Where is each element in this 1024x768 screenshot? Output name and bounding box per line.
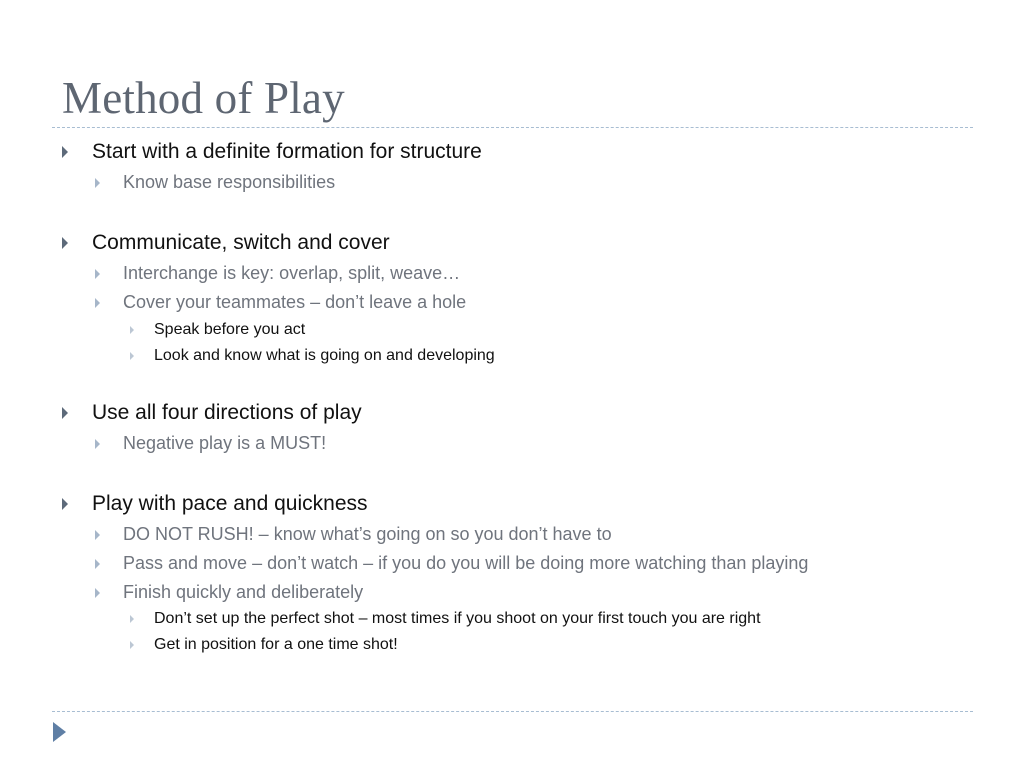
footer-divider xyxy=(52,711,973,712)
bullet-text: Speak before you act xyxy=(154,321,306,338)
bullet-level2 xyxy=(123,553,808,574)
bullet-level2 xyxy=(123,433,326,454)
bullet-level2 xyxy=(123,292,466,313)
triangle-right-icon xyxy=(95,530,100,540)
bullet-text: Cover your teammates – don’t leave a hole xyxy=(123,292,467,312)
bullet-level1 xyxy=(92,231,390,255)
triangle-right-icon xyxy=(62,146,68,158)
triangle-right-icon xyxy=(62,498,68,510)
triangle-right-icon xyxy=(95,559,100,569)
bullet-text: Play with pace and quickness xyxy=(92,492,368,515)
bullet-text: Negative play is a MUST! xyxy=(123,433,327,453)
triangle-right-icon xyxy=(130,615,134,623)
bullet-level1 xyxy=(92,492,368,516)
bullet-level2 xyxy=(123,524,612,545)
bullet-level2 xyxy=(123,172,335,193)
slide-title: Method of Play xyxy=(62,73,345,123)
bullet-text: Finish quickly and deliberately xyxy=(123,582,364,602)
triangle-right-icon xyxy=(95,439,100,449)
bullet-text: Communicate, switch and cover xyxy=(92,231,390,254)
triangle-right-icon xyxy=(95,588,100,598)
bullet-text: Know base responsibilities xyxy=(123,172,336,192)
play-triangle-icon xyxy=(53,722,66,742)
bullet-text: Use all four directions of play xyxy=(92,401,362,424)
bullet-text: DO NOT RUSH! – know what’s going on so you don’t have to xyxy=(123,524,612,544)
triangle-right-icon xyxy=(130,352,134,360)
bullet-level2 xyxy=(123,263,460,284)
triangle-right-icon xyxy=(130,641,134,649)
bullet-level3 xyxy=(154,610,761,628)
title-divider xyxy=(52,127,973,128)
triangle-right-icon xyxy=(95,178,100,188)
bullet-text: Start with a definite formation for structure xyxy=(92,140,482,163)
triangle-right-icon xyxy=(62,407,68,419)
triangle-right-icon xyxy=(62,237,68,249)
bullet-level3 xyxy=(154,321,305,339)
bullet-level3 xyxy=(154,636,398,654)
bullet-level2 xyxy=(123,582,363,603)
triangle-right-icon xyxy=(130,326,134,334)
bullet-text: Don’t set up the perfect shot – most times if you shoot on your first touch you are right xyxy=(154,610,761,627)
triangle-right-icon xyxy=(95,269,100,279)
bullet-level3 xyxy=(154,347,495,365)
bullet-text: Look and know what is going on and developing xyxy=(154,347,495,364)
bullet-text: Get in position for a one time shot! xyxy=(154,636,398,653)
bullet-text: Pass and move – don’t watch – if you do you will be doing more watching than playing xyxy=(123,553,809,573)
bullet-level1 xyxy=(92,140,482,164)
triangle-right-icon xyxy=(95,298,100,308)
bullet-level1 xyxy=(92,401,362,425)
bullet-text: Interchange is key: overlap, split, weave… xyxy=(123,263,461,283)
